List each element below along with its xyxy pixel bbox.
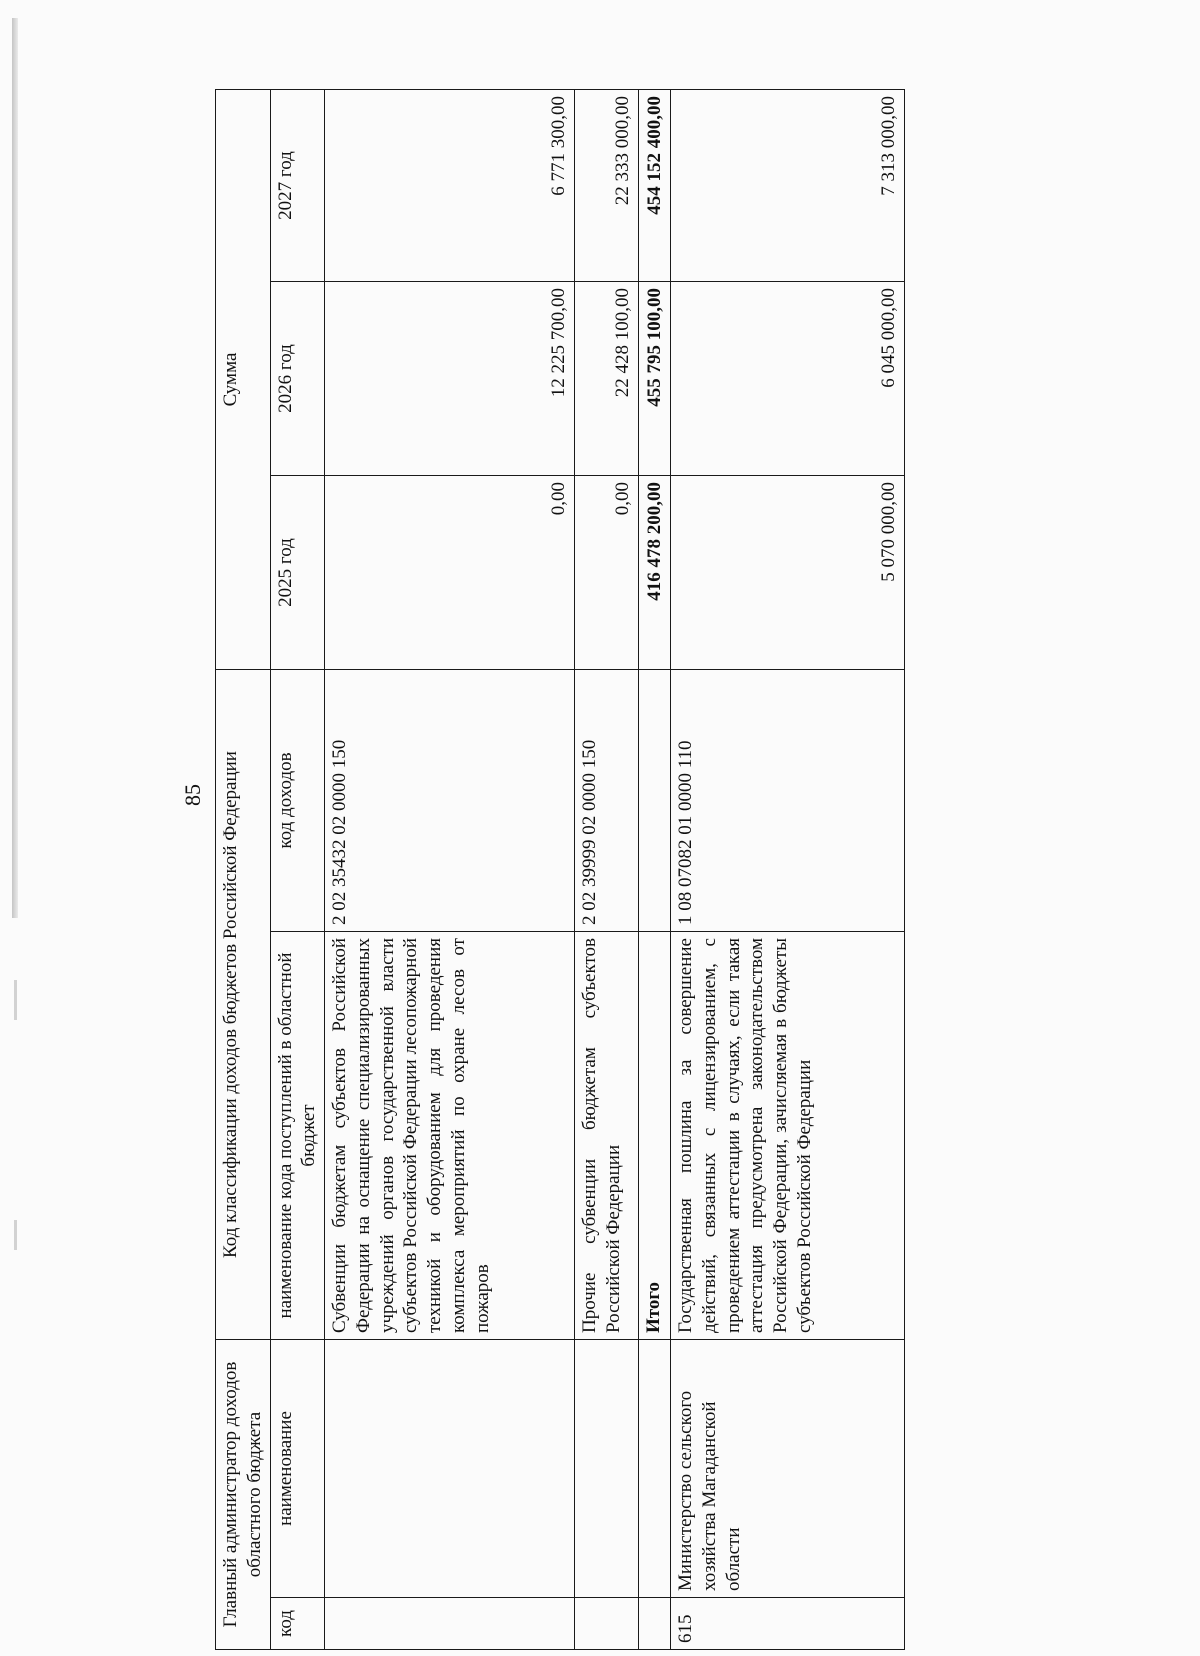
scan-artifact — [14, 1220, 17, 1250]
header-code: код — [270, 1598, 325, 1650]
row-admin-name — [639, 1340, 671, 1598]
row-sum-2026: 455 795 100,00 — [639, 282, 671, 476]
scan-edge-shadow — [12, 18, 18, 918]
rotated-table-sheet — [215, 90, 905, 1650]
header-2027: 2027 год — [270, 89, 325, 281]
row-sum-2027: 454 152 400,00 — [639, 89, 671, 281]
table-row — [325, 89, 575, 1649]
row-sum-2025: 416 478 200,00 — [639, 476, 671, 670]
row-admin-name — [575, 1340, 639, 1598]
row-income-code: 2 02 39999 02 0000 150 — [575, 670, 639, 932]
page-number: 85 — [180, 784, 205, 806]
row-income-name: Государственная пошлина за совершение действий, связанных с лицензированием, с проведением аттестации в случаях, если такая аттестация предусмотрена законодательством Российской Федерации, зачисляемая в бюджеты субъектов Российской Федерации — [671, 932, 905, 1340]
row-sum-2026: 6 045 000,00 — [671, 282, 905, 476]
row-code — [325, 1598, 575, 1650]
header-2025: 2025 год — [270, 476, 325, 670]
header-2026: 2026 год — [270, 282, 325, 476]
header-classification-group: Код классификации доходов бюджетов Российской Федерации — [216, 670, 271, 1340]
row-income-name: Прочие субвенции бюджетам субъектов Российской Федерации — [575, 932, 639, 1340]
header-admin-name: наименование — [270, 1340, 325, 1598]
row-income-code: 1 08 07082 01 0000 110 — [671, 670, 905, 932]
row-sum-2025: 0,00 — [575, 476, 639, 670]
row-sum-2027: 22 333 000,00 — [575, 89, 639, 281]
row-code — [639, 1598, 671, 1650]
row-admin-name: Министерство сельского хозяйства Магаданской области — [671, 1340, 905, 1598]
row-code — [575, 1598, 639, 1650]
header-sum-group: Сумма — [216, 89, 271, 669]
row-sum-2027: 6 771 300,00 — [325, 89, 575, 281]
row-sum-2026: 22 428 100,00 — [575, 282, 639, 476]
row-income-name: Субвенции бюджетам субъектов Российской Федерации на оснащение специализированных учреждений органов государственной власти субъектов Российской Федерации лесопожарной техникой и оборудованием для проведения комплекса мероприятий по охране лесов от пожаров — [325, 932, 575, 1340]
table-row — [575, 89, 639, 1649]
row-income-code: 2 02 35432 02 0000 150 — [325, 670, 575, 932]
table-row — [671, 89, 905, 1649]
row-income-code — [639, 670, 671, 932]
row-sum-2025: 5 070 000,00 — [671, 476, 905, 670]
row-admin-name — [325, 1340, 575, 1598]
row-income-name: Итого — [639, 932, 671, 1340]
header-admin-group: Главный администратор доходов областного бюджета — [216, 1340, 271, 1650]
row-sum-2026: 12 225 700,00 — [325, 282, 575, 476]
header-income-code: код доходов — [270, 670, 325, 932]
row-sum-2025: 0,00 — [325, 476, 575, 670]
row-code: 615 — [671, 1598, 905, 1650]
scan-artifact — [14, 980, 17, 1020]
table-row-total — [639, 89, 671, 1649]
income-classification-table — [215, 89, 905, 1650]
row-sum-2027: 7 313 000,00 — [671, 89, 905, 281]
header-income-name: наименование кода поступлений в областной бюджет — [270, 932, 325, 1340]
